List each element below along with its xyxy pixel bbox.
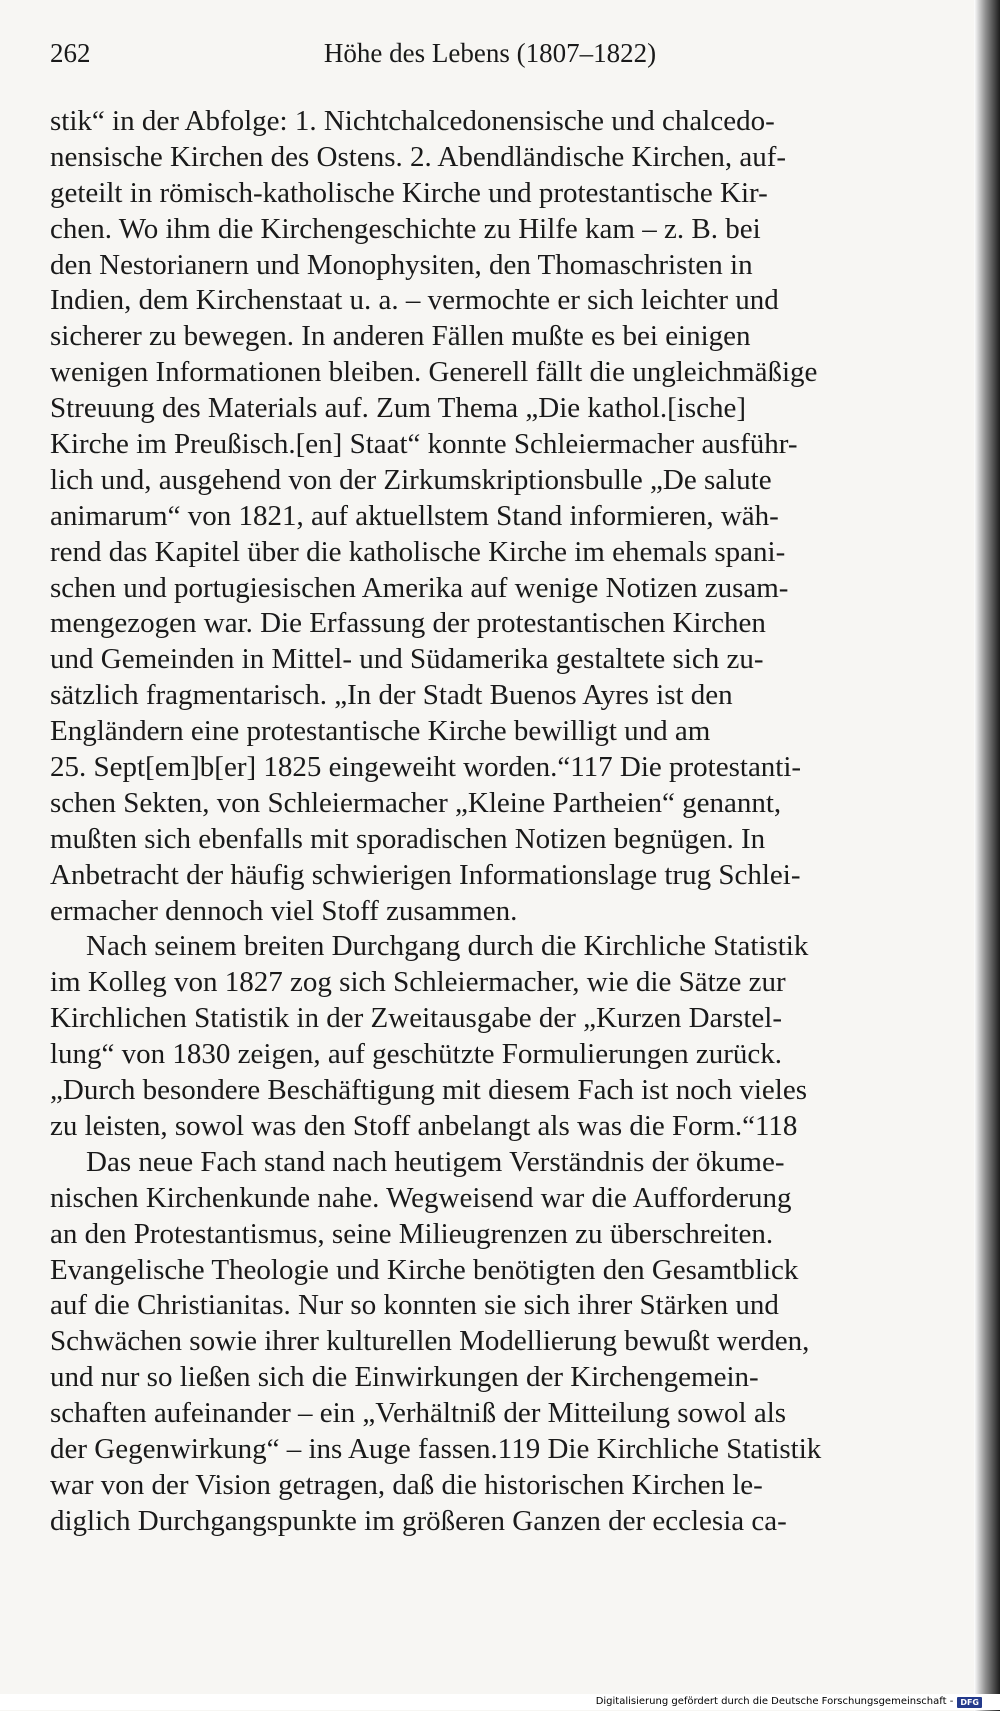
page-number: 262 bbox=[50, 38, 91, 68]
text-line: schen und portugiesischen Amerika auf wenige Notizen zusam- bbox=[50, 571, 789, 604]
text-line: auf die Christianitas. Nur so konnten sie sich ihrer Stärken und bbox=[50, 1289, 779, 1322]
text-line: Kirchlichen Statistik in der Zweitausgabe der „Kurzen Darstel- bbox=[50, 1002, 782, 1035]
text-line: war von der Vision getragen, daß die historischen Kirchen le- bbox=[50, 1468, 763, 1501]
text-line: Schwächen sowie ihrer kulturellen Modellierung bewußt werden, bbox=[50, 1325, 810, 1358]
text-line: Indien, dem Kirchenstaat u. a. – vermochte er sich leichter und bbox=[50, 284, 779, 317]
text-line: rend das Kapitel über die katholische Kirche im ehemals spani- bbox=[50, 535, 786, 568]
text-line: stik“ in der Abfolge: 1. Nichtchalcedonensische und chalcedo- bbox=[50, 105, 775, 137]
text-line: lung“ von 1830 zeigen, auf geschützte Formulierungen zurück. bbox=[50, 1038, 783, 1071]
text-line: den Nestorianern und Monophysiten, den Thomaschristen in bbox=[50, 248, 753, 281]
text-line: im Kolleg von 1827 zog sich Schleiermacher, wie die Sätze zur bbox=[50, 966, 786, 999]
text-line: mußten sich ebenfalls mit sporadischen Notizen begnügen. In bbox=[50, 822, 766, 855]
text-line: mengezogen war. Die Erfassung der protestantischen Kirchen bbox=[50, 607, 766, 640]
text-line: animarum“ von 1821, auf aktuellstem Stand informieren, wäh- bbox=[50, 499, 779, 532]
text-line: und nur so ließen sich die Einwirkungen der Kirchengemein- bbox=[50, 1361, 759, 1394]
text-line: schen Sekten, von Schleiermacher „Kleine Partheien“ genannt, bbox=[50, 786, 782, 819]
text-line: zu leisten, sowol was den Stoff anbelangt als was die Form.“118 bbox=[50, 1109, 798, 1142]
text-line: sätzlich fragmentarisch. „In der Stadt Buenos Ayres ist den bbox=[50, 679, 733, 712]
text-line: Streuung des Materials auf. Zum Thema „Die kathol.[ische] bbox=[50, 392, 747, 425]
text-line: geteilt in römisch-katholische Kirche und protestantische Kir- bbox=[50, 176, 768, 209]
text-line: sicherer zu bewegen. In anderen Fällen mußte es bei einigen bbox=[50, 320, 751, 353]
text-line: Anbetracht der häufig schwierigen Informationslage trug Schlei- bbox=[50, 858, 801, 891]
text-line: lich und, ausgehend von der Zirkumskriptionsbulle „De salute bbox=[50, 463, 772, 496]
page-header bbox=[50, 38, 930, 78]
text-line: diglich Durchgangspunkte im größeren Ganzen der ecclesia ca- bbox=[50, 1504, 787, 1537]
text-line: Evangelische Theologie und Kirche benötigten den Gesamtblick bbox=[50, 1253, 799, 1286]
text-line: Kirche im Preußisch.[en] Staat“ konnte Schleiermacher ausführ- bbox=[50, 428, 798, 461]
text-line: Nach seinem breiten Durchgang durch die Kirchliche Statistik bbox=[86, 930, 809, 963]
text-line: schaften aufeinander – ein „Verhältniß der Mitteilung sowol als bbox=[50, 1397, 787, 1430]
text-line: „Durch besondere Beschäftigung mit diesem Fach ist noch vieles bbox=[50, 1074, 808, 1107]
text-line: ermacher dennoch viel Stoff zusammen. bbox=[50, 894, 518, 927]
page-edge-shadow bbox=[974, 0, 1000, 1711]
dfg-logo: DFG bbox=[957, 1697, 982, 1708]
text-line: nensische Kirchen des Ostens. 2. Abendländische Kirchen, auf- bbox=[50, 140, 787, 173]
text-line: 25. Sept[em]b[er] 1825 eingeweiht worden.“117 Die protestanti- bbox=[50, 751, 802, 784]
text-line: an den Protestantismus, seine Milieugrenzen zu überschreiten. bbox=[50, 1217, 774, 1250]
text-line: chen. Wo ihm die Kirchengeschichte zu Hilfe kam – z. B. bei bbox=[50, 212, 761, 245]
digitization-footer bbox=[0, 1694, 1000, 1710]
text-line: Engländern eine protestantische Kirche bewilligt und am bbox=[50, 715, 711, 748]
text-line: Das neue Fach stand nach heutigem Verständnis der ökume- bbox=[86, 1145, 785, 1178]
text-line: der Gegenwirkung“ – ins Auge fassen.119 Die Kirchliche Statistik bbox=[50, 1432, 822, 1465]
text-line: wenigen Informationen bleiben. Generell fällt die ungleichmäßige bbox=[50, 356, 818, 389]
running-head: Höhe des Lebens (1807–1822) bbox=[323, 38, 657, 68]
body-text bbox=[50, 104, 978, 1540]
footer-credit: Digitalisierung gefördert durch die Deutsche Forschungsgemeinschaft - bbox=[595, 1696, 954, 1707]
text-line: und Gemeinden in Mittel- und Südamerika gestaltete sich zu- bbox=[50, 643, 764, 676]
text-line: nischen Kirchenkunde nahe. Wegweisend war die Aufforderung bbox=[50, 1181, 792, 1214]
